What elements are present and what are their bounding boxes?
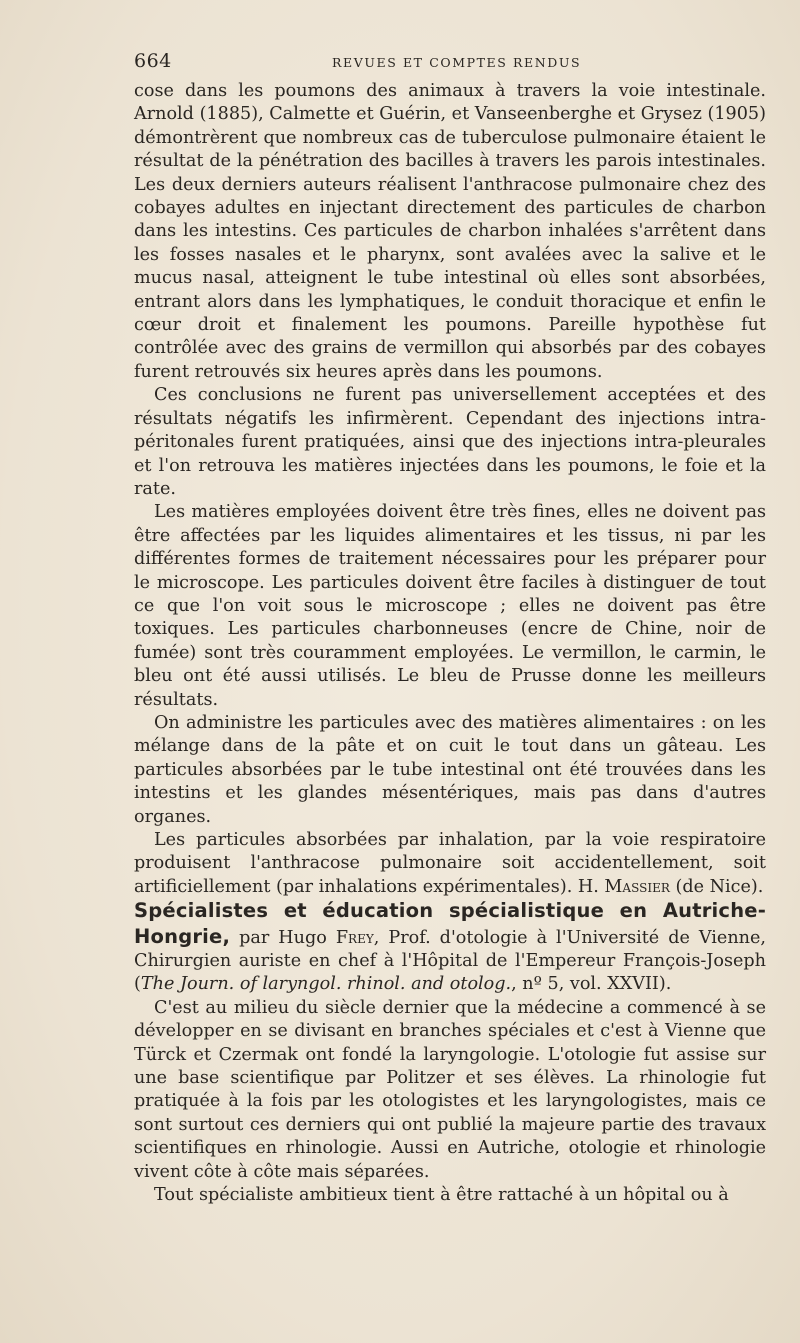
paragraph-2: Ces conclusions ne furent pas universellement acceptées et des résultats négatifs les infirmèrent. Cependant des injections intra-péritonales furent pratiquées, ainsi que des injections intra-pleurales et l'on retrouva les matières injectées dans les poumons, le foie et la rate. xyxy=(134,385,766,499)
section-author: Frey xyxy=(335,927,374,948)
signature-initial: H. xyxy=(577,876,599,897)
signature-name: Massier xyxy=(604,876,670,897)
paragraph-4: On administre les particules avec des matières alimentaires : on les mélange dans de la pâte et on cuit le tout dans un gâteau. Les particules absorbées par le tube intestinal ont été trouvées dans les intestins et les glandes mésentériques, mais pas dans d'autres organes. xyxy=(134,712,766,827)
section-affiliation: , Prof. d'otologie à l'Université de Vienne, Chirurgien auriste en chef à l'Hôpital de l'Empereur François-Joseph ( xyxy=(134,927,766,995)
section-heading-paragraph xyxy=(134,899,766,997)
paragraph-6: C'est au milieu du siècle dernier que la médecine a commencé à se développer en se divisant en branches spéciales et c'est à Vienne que Türck et Czermak ont fondé la laryngologie. L'otologie fut assise sur une base scientifique par Politzer et ses élèves. La rhinologie fut pratiquée à la fois par les otologistes et les laryngologistes, mais ce sont surtout ces derniers qui ont publié la majeure partie des travaux scientifiques en rhinologie. Aussi en Autriche, otologie et rhinologie vivent côte à côte mais séparées. xyxy=(134,997,766,1182)
signature-place: (de Nice). xyxy=(675,876,764,897)
page-number: 664 xyxy=(134,50,172,72)
running-head: REVUES ET COMPTES RENDUS xyxy=(332,55,582,70)
paragraph-3: Les matières employées doivent être très fines, elles ne doivent pas être affectées par les liquides alimentaires et les tissus, ni par les différentes formes de traitement nécessaires pour les préparer pour le microscope. Les particules doivent être faciles à distinguer de tout ce que l'on voit sous le microscope ; elles ne doivent pas être toxiques. Les particules charbonneuses (encre de Chine, noir de fumée) sont très couramment employées. Le vermillon, le carmin, le bleu ont été aussi utilisés. Le bleu de Prusse donne les meilleurs résultats. xyxy=(134,502,766,710)
paragraph-5 xyxy=(134,829,766,899)
body-text xyxy=(134,80,766,1208)
section-title: Spécialistes et éducation spécialistique en Autriche-Hongrie, xyxy=(134,899,766,948)
section-issue: , nº 5, vol. XXVII). xyxy=(511,974,672,995)
section-by: par Hugo xyxy=(239,927,327,948)
paragraph-1: cose dans les poumons des animaux à travers la voie intestinale. Arnold (1885), Calmette et Guérin, et Vanseenberghe et Grysez (1905) démontrèrent que nombreux cas de tuberculose pulmonaire étaient le résultat de la pénétration des bacilles à travers les parois intestinales. Les deux derniers auteurs réalisent l'anthracose pulmonaire chez des cobayes adultes en injectant directement des particules de charbon dans les intestins. Ces particules de charbon inhalées s'arrêtent dans les fosses nasales et le pharynx, sont avalées avec la salive et le mucus nasal, atteignent le tube intestinal où elles sont absorbées, entrant alors dans les lymphatiques, le conduit thoracique et enfin le cœur droit et finalement les poumons. Pareille hypothèse fut contrôlée avec des grains de vermillon qui absorbés par des cobayes furent retrouvés six heures après dans les poumons. xyxy=(134,81,766,382)
section-journal: The Journ. of laryngol. rhinol. and otolog. xyxy=(140,974,512,995)
paragraph-7: Tout spécialiste ambitieux tient à être rattaché à un hôpital ou à xyxy=(154,1185,729,1206)
paragraph-5-text: Les particules absorbées par inhalation, par la voie respiratoire produisent l'anthracose pulmonaire soit accidentellement, soit artificiellement (par inhalations expérimentales). xyxy=(134,830,766,897)
page-header xyxy=(134,50,766,74)
